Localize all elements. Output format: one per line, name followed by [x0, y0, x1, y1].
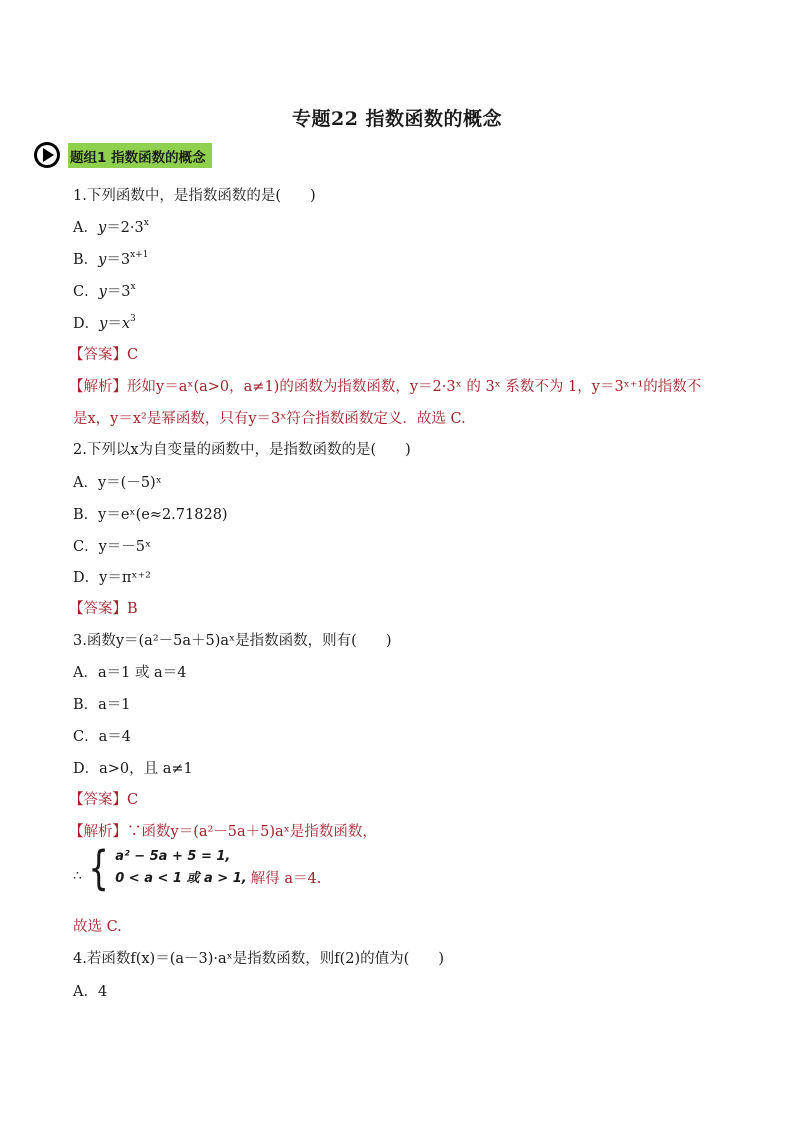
solve-text: 解得 a＝4.: [250, 870, 322, 887]
option-letter: A．: [73, 220, 98, 236]
option-sup: x: [143, 218, 149, 229]
option-var2: x: [121, 316, 131, 332]
q2-option-d: D．y＝πˣ⁺²: [73, 570, 151, 586]
option-expr: ＝2·3: [106, 220, 144, 236]
option-var: y: [98, 284, 107, 300]
q2-answer: [69, 599, 138, 619]
option-expr: ＝3: [106, 252, 131, 268]
analysis-text: ∵函数y＝(a²－5a＋5)aˣ是指数函数，: [127, 824, 377, 840]
option-var: y: [98, 252, 107, 268]
group-label: 题组1 指数函数的概念: [68, 143, 212, 168]
option-var: y: [97, 220, 107, 236]
q3-conclusion: 故选 C.: [73, 919, 122, 935]
equation-system: [73, 833, 321, 903]
q1-option-b: [73, 250, 148, 270]
left-brace-icon: {: [88, 841, 109, 895]
q1-analysis-line2: 是x，y＝x²是幂函数，只有y＝3ˣ符合指数函数定义．故选 C.: [73, 411, 466, 427]
analysis-tag: 【解析】: [69, 824, 127, 840]
q2-option-b: B．y＝eˣ(e≈2.71828): [73, 507, 228, 523]
option-letter: B．: [73, 252, 99, 268]
analysis-text: 形如y＝aˣ(a>0，a≠1)的函数为指数函数，y＝2·3ˣ 的 3ˣ 系数不为 1，y＝3ˣ⁺¹的指数不: [127, 379, 702, 395]
q1-analysis-line1: [69, 377, 701, 397]
q3-option-c: C．a＝4: [73, 729, 131, 745]
option-letter: D．: [73, 316, 100, 332]
q1-answer: [69, 345, 138, 365]
option-sup: 3: [130, 314, 136, 325]
group-header: [34, 141, 212, 169]
question-2-stem: 2.下列以x为自变量的函数中，是指数函数的是( ): [73, 442, 411, 458]
therefore-symbol: ∴: [73, 868, 82, 884]
q1-option-a: [73, 218, 149, 238]
q2-option-c: C．y＝－5ˣ: [73, 539, 152, 555]
question-4-stem: 4.若函数f(x)＝(a－3)·aˣ是指数函数，则f(2)的值为( ): [73, 951, 444, 967]
q3-option-a: A．a＝1 或 a＝4: [73, 665, 187, 681]
answer-tag: 【答案】: [69, 792, 127, 808]
q1-option-d: [73, 314, 136, 334]
q4-option-a: A．4: [73, 984, 108, 1000]
answer-value: C: [127, 347, 139, 363]
answer-tag: 【答案】: [69, 601, 127, 617]
page-title: 专题22 指数函数的概念: [291, 108, 503, 130]
option-sup: x: [130, 282, 136, 293]
q1-option-c: [73, 282, 136, 302]
option-var: y: [99, 316, 108, 332]
option-expr: ＝: [107, 316, 122, 332]
q3-option-b: B．a＝1: [73, 697, 131, 713]
question-1-stem: 1.下列函数中，是指数函数的是( ): [73, 188, 316, 204]
q2-option-a: A．y＝(－5)ˣ: [73, 475, 162, 491]
option-expr: ＝3: [106, 284, 131, 300]
q3-option-d: D．a>0，且 a≠1: [73, 761, 193, 777]
option-letter: C．: [73, 284, 99, 300]
question-3-stem: 3.函数y＝(a²－5a＋5)aˣ是指数函数，则有( ): [73, 633, 392, 649]
equation-1: a² − 5a + 5 = 1,: [115, 849, 231, 864]
play-arrow-icon: [34, 142, 60, 168]
answer-value: B: [127, 601, 138, 617]
equations: [115, 846, 247, 890]
equation-2: 0 < a < 1 或 a > 1,: [115, 871, 247, 886]
answer-value: C: [127, 792, 139, 808]
analysis-tag: 【解析】: [69, 379, 127, 395]
answer-tag: 【答案】: [69, 347, 127, 363]
q3-answer: [69, 790, 138, 810]
option-sup: x+1: [130, 250, 149, 261]
